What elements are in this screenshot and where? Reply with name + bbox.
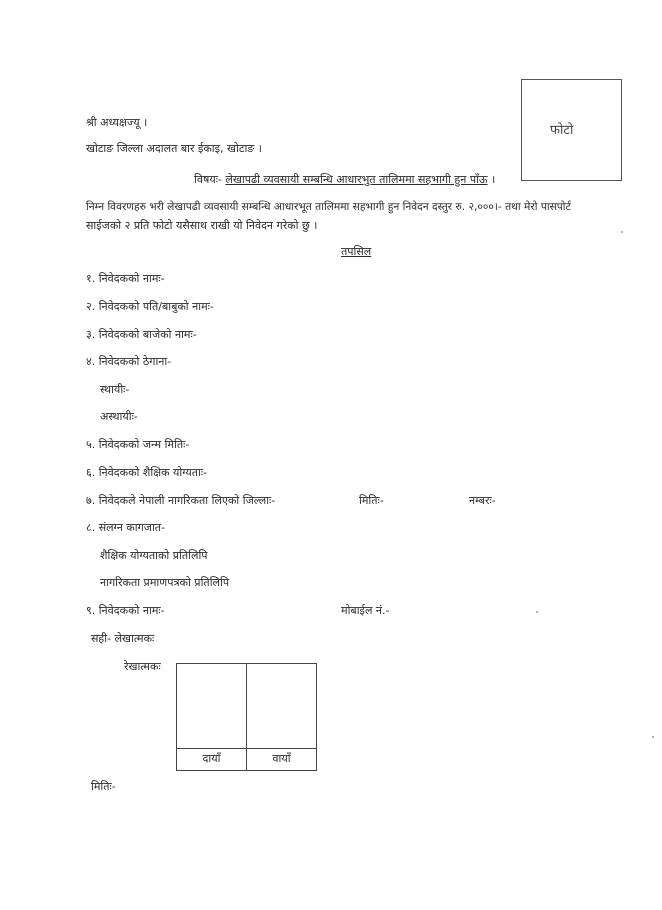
subject-suffix: । xyxy=(491,173,496,186)
field-citizenship-number: नम्बरः- xyxy=(469,494,496,507)
attachment-citizenship-copy: नागरिकता प्रमाणपत्रको प्रतिलिपि xyxy=(100,576,230,589)
right-thumb-label: दायाँ xyxy=(202,752,221,765)
left-thumb-label: वायाँ xyxy=(272,752,291,765)
field-applicant-name: १. निवेदकको नामः- xyxy=(86,272,165,285)
scan-speck xyxy=(536,611,538,613)
thumbprint-divider-horizontal xyxy=(177,748,316,749)
photo-label: फोटो xyxy=(550,123,574,138)
field-address-permanent: स्थायीः- xyxy=(100,383,130,396)
salutation: श्री अध्यक्षज्यू । xyxy=(86,116,148,129)
photo-box xyxy=(521,79,622,181)
body-line-1: निम्न विवरणहरु भरी लेखापढी व्यवसायी सम्बन्धि आधारभूत तालिममा सहभागी हुन निवेदन दस्तुर रु. २,०००।- तथा मेरो पासपोर्ट xyxy=(86,201,571,213)
thumbprint-box xyxy=(176,663,317,771)
signature-label: सही- लेखात्मकः xyxy=(91,632,155,645)
subject-line xyxy=(194,173,495,187)
body-line-2: साईजको २ प्रति फोटो यसैसाथ राखी यो निवेदन गरेको छु । xyxy=(86,219,318,232)
section-title: तपसिल xyxy=(341,245,372,258)
subject-prefix: विषयः- xyxy=(194,173,222,186)
attachment-education-copy: शैक्षिक योग्यताको प्रतिलिपि xyxy=(100,549,208,562)
field-mobile-number: मोबाईल नं.- xyxy=(341,604,390,617)
field-attachments: ८. संलग्न कागजात- xyxy=(86,521,166,534)
field-education: ६. निवेदकको शैक्षिक योग्यताः- xyxy=(86,466,208,479)
field-citizenship-district: ७. निवेदकले नेपाली नागरिकता लिएको जिल्लाः- xyxy=(86,494,276,507)
field-address-temporary: अस्थायीः- xyxy=(100,410,138,423)
field-address: ४. निवेदकको ठेगाना- xyxy=(86,355,172,368)
thumbprint-label: रेखात्मकः xyxy=(124,660,161,673)
field-grandfather-name: ३. निवेदकको बाजेको नामः- xyxy=(86,328,197,341)
field-father-husband-name: २. निवेदकको पति/बाबुको नामः- xyxy=(86,300,214,313)
field-applicant-name-sign: ९. निवेदकको नामः- xyxy=(86,604,165,617)
date-label: मितिः- xyxy=(91,780,116,793)
subject-text: लेखापढी व्यवसायी सम्बन्धि आधारभुत तालिममा सहभागी हुन पाँऊ xyxy=(225,173,488,186)
court-address: खोटाङ जिल्ला अदालत बार ईकाइ, खोटाङ । xyxy=(86,142,262,155)
field-birth-date: ५. निवेदकको जन्म मितिः- xyxy=(86,438,190,451)
scan-speck xyxy=(621,231,623,233)
scan-speck xyxy=(652,736,654,738)
field-citizenship-date: मितिः- xyxy=(359,494,384,507)
